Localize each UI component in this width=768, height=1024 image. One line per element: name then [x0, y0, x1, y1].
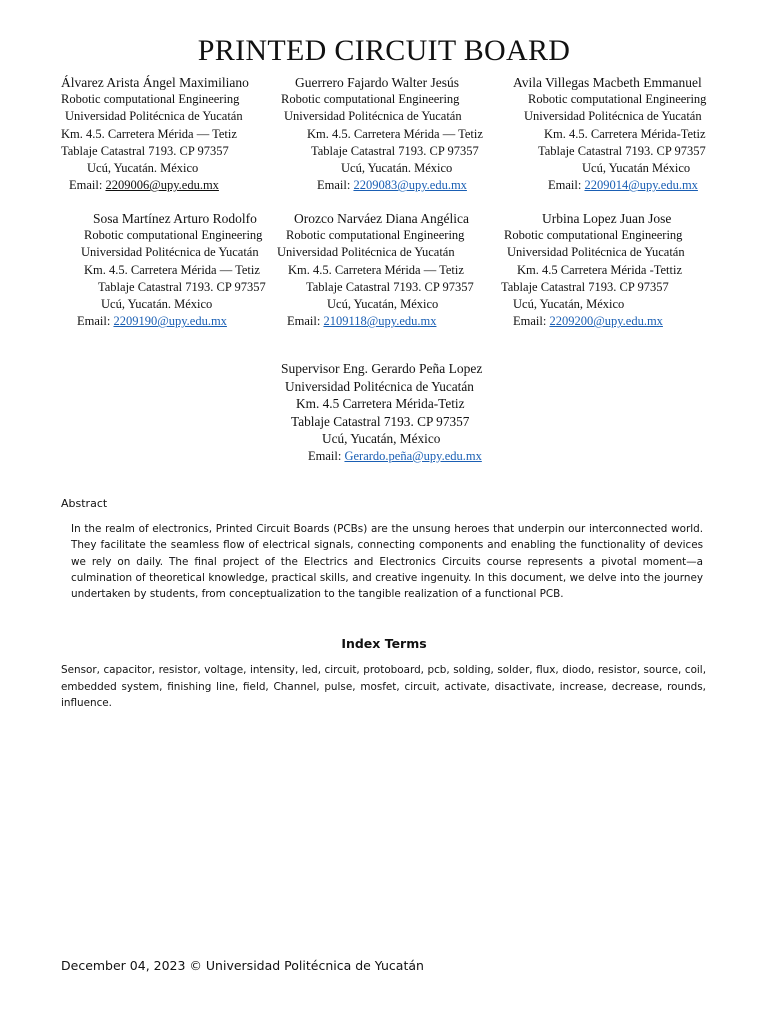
email-label: Email: [513, 314, 547, 329]
author-city: Ucú, Yucatán. México [101, 297, 213, 312]
author-address: Km. 4.5. Carretera Mérida-Tetiz [544, 126, 706, 141]
author-program: Robotic computational Engineering [528, 92, 707, 107]
author-address: Km. 4.5. Carretera Mérida — Tetiz [288, 262, 464, 277]
email-label: Email: [77, 314, 111, 329]
author-name: Urbina Lopez Juan Jose [542, 211, 672, 226]
author-university: Universidad Politécnica de Yucatán [284, 109, 462, 124]
author-email-link[interactable]: 2209190@upy.edu.mx [113, 314, 227, 329]
author-block-1 [61, 74, 249, 194]
author-name: Sosa Martínez Arturo Rodolfo [93, 211, 257, 226]
author-block-4 [77, 210, 266, 330]
author-address: Km. 4.5. Carretera Mérida — Tetiz [307, 126, 483, 141]
author-block-5 [277, 210, 474, 330]
abstract-label: Abstract [61, 497, 108, 510]
supervisor-name: Supervisor Eng. Gerardo Peña Lopez [281, 361, 483, 376]
author-email-link[interactable]: 2209006@upy.edu.mx [105, 178, 219, 193]
author-city: Ucú, Yucatán, México [327, 297, 439, 312]
author-address: Tablaje Catastral 7193. CP 97357 [501, 279, 669, 294]
email-label: Email: [308, 448, 342, 463]
author-email-link[interactable]: 2109118@upy.edu.mx [323, 314, 437, 329]
supervisor-university: Universidad Politécnica de Yucatán [285, 378, 474, 394]
email-label: Email: [317, 178, 351, 193]
email-label: Email: [287, 314, 321, 329]
author-email-line [77, 313, 266, 330]
author-address: Km. 4.5. Carretera Mérida — Tetiz [84, 262, 260, 277]
author-city: Ucú, Yucatán, México [513, 297, 625, 312]
author-university: Universidad Politécnica de Yucatán [524, 109, 702, 124]
author-name: Orozco Narváez Diana Angélica [294, 211, 470, 226]
author-block-2 [281, 74, 483, 194]
index-terms-text: Sensor, capacitor, resistor, voltage, intensity, led, circuit, protoboard, pcb, solding, solder, flux, diodo, resistor, source, coil, embedded system, finishing line, field, Channel, pulse, mosfet, circuit, activate, disactivate, increase, decrease, rounds, influence. [61, 664, 706, 709]
paper-title: PRINTED CIRCUIT BOARD [197, 34, 571, 67]
email-label: Email: [548, 178, 582, 193]
author-email-link[interactable]: 2209083@upy.edu.mx [353, 178, 467, 193]
index-terms-heading: Index Terms [341, 636, 427, 651]
author-address: Km. 4.5 Carretera Mérida -Tettiz [517, 262, 683, 277]
author-university: Universidad Politécnica de Yucatán [277, 245, 455, 260]
supervisor-address: Km. 4.5 Carretera Mérida-Tetiz [296, 396, 465, 412]
email-label: Email: [69, 178, 103, 193]
author-name: Guerrero Fajardo Walter Jesús [295, 75, 459, 90]
author-program: Robotic computational Engineering [84, 228, 263, 243]
supervisor-email-line [281, 448, 482, 466]
author-university: Universidad Politécnica de Yucatán [65, 109, 243, 124]
author-email-line [281, 177, 483, 194]
author-name: Avila Villegas Macbeth Emmanuel [513, 75, 702, 90]
author-city: Ucú, Yucatán. México [87, 161, 199, 176]
author-name: Álvarez Arista Ángel Maximiliano [61, 75, 249, 90]
author-email-line [501, 313, 685, 330]
author-program: Robotic computational Engineering [504, 228, 683, 243]
author-city: Ucú, Yucatán. México [341, 161, 453, 176]
supervisor-city: Ucú, Yucatán, México [322, 431, 441, 447]
author-address: Tablaje Catastral 7193. CP 97357 [61, 143, 229, 158]
supervisor-email-link[interactable]: Gerardo.peña@upy.edu.mx [344, 448, 482, 463]
page-footer: December 04, 2023 © Universidad Politécnica de Yucatán [61, 958, 424, 973]
author-email-line [277, 313, 474, 330]
abstract-text: In the realm of electronics, Printed Circuit Boards (PCBs) are the unsung heroes that underpin our interconnected world. They facilitate the seamless flow of electrical signals, connecting components and enabling the functionality of devices we rely on daily. The final project of the Electrics and Electronics Circuits course represents a pivotal moment—a culmination of theoretical knowledge, practical skills, and creative ingenuity. In this document, we delve into the journey undertaken by students, from conceptualization to the tangible realization of a functional PCB. [71, 523, 703, 601]
author-program: Robotic computational Engineering [281, 92, 460, 107]
author-block-3 [513, 74, 706, 194]
author-email-link[interactable]: 2209200@upy.edu.mx [549, 314, 663, 329]
author-program: Robotic computational Engineering [61, 92, 240, 107]
author-city: Ucú, Yucatán México [582, 161, 691, 176]
author-address: Tablaje Catastral 7193. CP 97357 [311, 143, 479, 158]
author-university: Universidad Politécnica de Yucatán [507, 245, 685, 260]
author-address: Tablaje Catastral 7193. CP 97357 [538, 143, 706, 158]
author-address: Tablaje Catastral 7193. CP 97357 [98, 279, 266, 294]
author-address: Km. 4.5. Carretera Mérida — Tetiz [61, 126, 237, 141]
author-email-link[interactable]: 2209014@upy.edu.mx [584, 178, 698, 193]
author-email-line [513, 177, 706, 194]
author-program: Robotic computational Engineering [286, 228, 465, 243]
supervisor-address: Tablaje Catastral 7193. CP 97357 [291, 413, 470, 429]
author-email-line [61, 177, 249, 194]
author-university: Universidad Politécnica de Yucatán [81, 245, 259, 260]
author-block-6 [501, 210, 685, 330]
author-address: Tablaje Catastral 7193. CP 97357 [306, 279, 474, 294]
supervisor-block [281, 360, 482, 466]
